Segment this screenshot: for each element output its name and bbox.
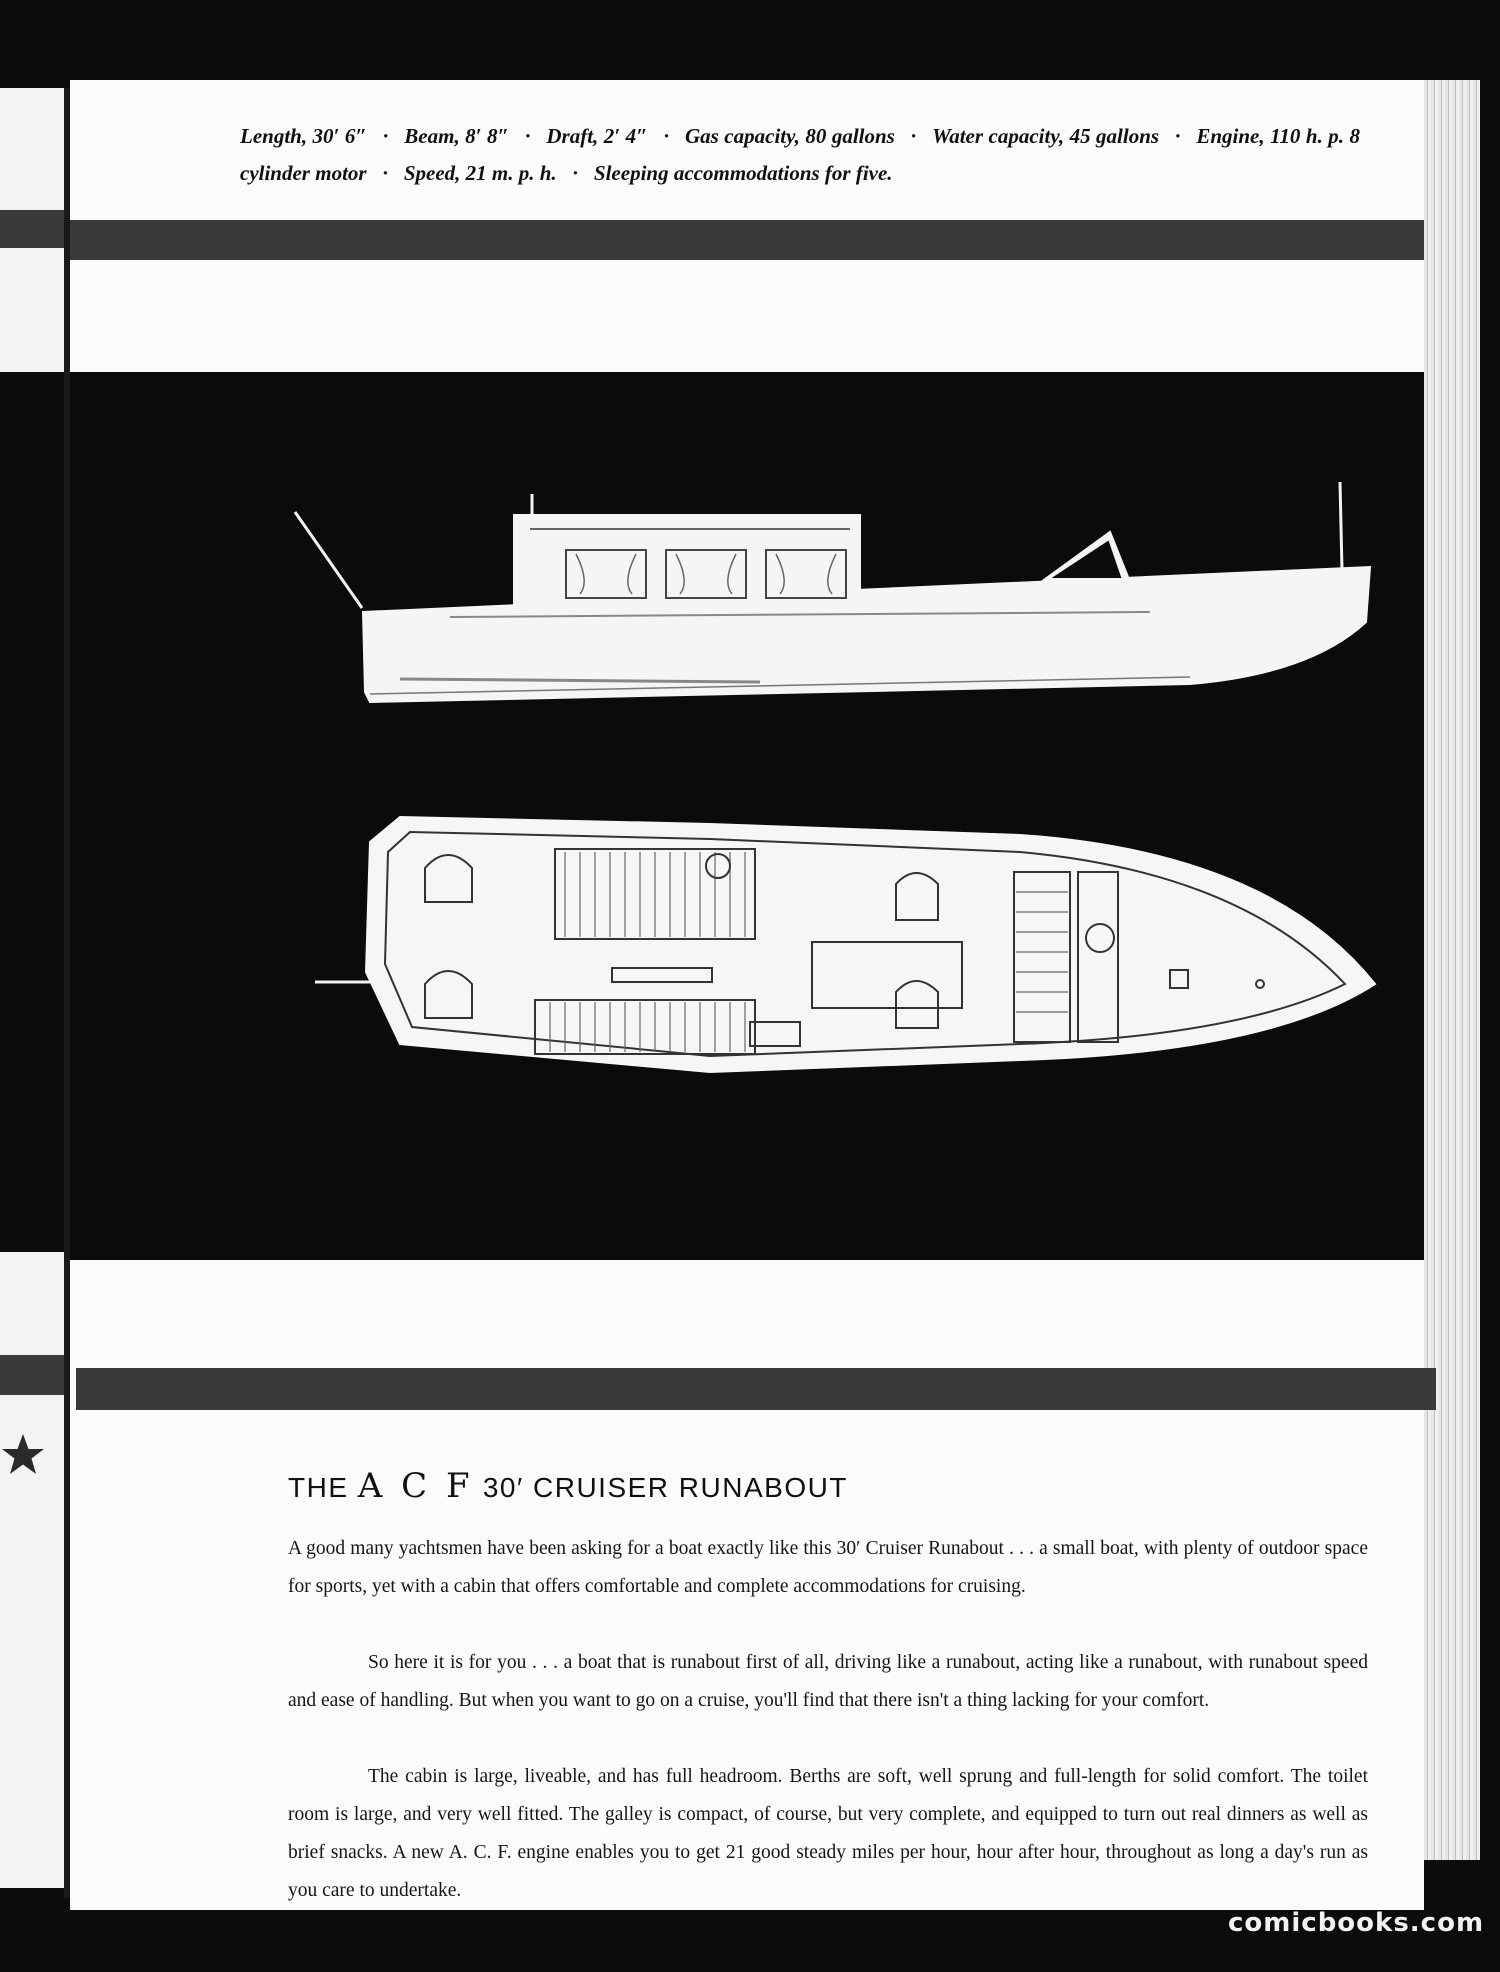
- page-stack-edges: [1424, 80, 1480, 1860]
- spec-gas: Gas capacity, 80 gallons: [685, 124, 895, 148]
- spec-beam: Beam, 8′ 8″: [404, 124, 510, 148]
- page-title: [288, 1466, 1188, 1506]
- acf-monogram: A C F: [357, 1466, 474, 1506]
- star-icon: [0, 1432, 46, 1478]
- spec-speed: Speed, 21 m. p. h.: [403, 161, 557, 185]
- boat-drawing-panel: [70, 372, 1424, 1260]
- watermark: comicbooks.com: [1228, 1908, 1485, 1938]
- decorative-band-bottom: [76, 1368, 1436, 1410]
- specifications-line: Length, 30′ 6″ · Beam, 8′ 8″ · Draft, 2′ 4″ · Gas capacity, 80 gallons · Water capacity, 45 gallons · Engine, 110 h. p. 8 cylinder motor · Speed, 21 m. p. h. · Sleeping accommodations for five.: [240, 124, 1360, 185]
- title-prefix: THE: [288, 1472, 349, 1503]
- decorative-band-top: [70, 220, 1424, 260]
- spec-draft: Draft, 2′ 4″: [546, 124, 648, 148]
- facing-page-band-top: [0, 210, 66, 248]
- spec-water: Water capacity,: [932, 124, 1065, 148]
- facing-page-photo-edge: [0, 372, 66, 1252]
- body-paragraph-2: So here it is for you . . . a boat that is runabout first of all, driving like a runabout, acting like a runabout, with runabout speed and ease of handling. But when you want to go on a cruise, you'll find that there isn't a thing lacking for your comfort.: [288, 1652, 1368, 1711]
- spec-engine: Engine, 110 h. p. 8 cylinder motor: [240, 124, 1360, 185]
- spec-water-amount: 45 gallons: [1069, 124, 1160, 148]
- spec-sleeping: Sleeping accommodations for five.: [593, 161, 893, 185]
- boat-drawings: [70, 372, 1424, 1260]
- body-paragraph-1: A good many yachtsmen have been asking for a boat exactly like this 30′ Cruiser Runabout . . . a small boat, with plenty of outdoor space for sports, yet with a cabin that offers comfortable and complete accommodations for cruising.: [288, 1538, 1368, 1597]
- deck-plan-drawing: [315, 817, 1375, 1072]
- title-suffix: 30′ CRUISER RUNABOUT: [482, 1472, 848, 1503]
- side-elevation-drawing: [295, 482, 1370, 702]
- spec-length: Length, 30′ 6″: [240, 124, 368, 148]
- body-paragraph-3: The cabin is large, liveable, and has full headroom. Berths are soft, well sprung and full-length for solid comfort. The toilet room is large, and very well fitted. The galley is compact, of course, but very complete, and equipped to turn out real dinners as well as brief snacks. A new A. C. F. engine enables you to get 21 good steady miles per hour, hour after hour, throughout as long a day's run as you care to undertake.: [288, 1766, 1368, 1901]
